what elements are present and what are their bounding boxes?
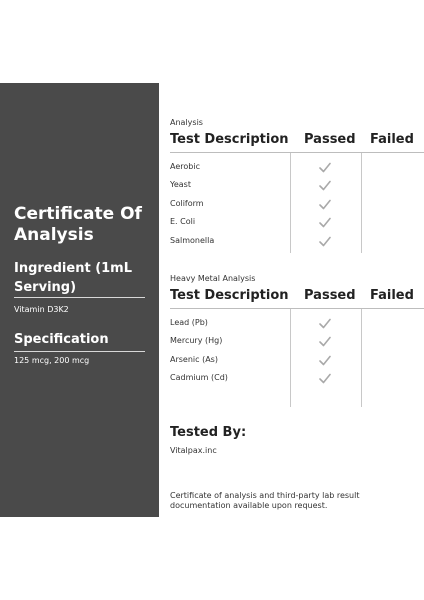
checkmark-icon [319, 336, 331, 347]
column-divider [290, 309, 291, 407]
tested-by-value: Vitalpax.inc [170, 446, 217, 455]
table-header-rule [170, 308, 424, 309]
table-row: Salmonella [170, 236, 215, 245]
ingredient-value: Vitamin D3K2 [14, 305, 69, 314]
table-row: Coliform [170, 199, 204, 208]
column-divider [361, 153, 362, 253]
column-header-passed: Passed [304, 132, 356, 147]
checkmark-icon [319, 199, 331, 210]
checkmark-icon [319, 318, 331, 329]
table-row: Lead (Pb) [170, 318, 208, 327]
specification-value: 125 mcg, 200 mcg [14, 356, 90, 365]
column-header-failed: Failed [370, 288, 414, 303]
table-header-rule [170, 152, 424, 153]
checkmark-icon [319, 217, 331, 228]
table-row: Cadmium (Cd) [170, 373, 228, 382]
column-header-passed: Passed [304, 288, 356, 303]
footnote: Certificate of analysis and third-party lab result documentation available upon request. [170, 491, 360, 510]
ingredient-label: Ingredient (1mL Serving) [14, 261, 133, 295]
divider [14, 297, 145, 298]
table-row: E. Coli [170, 217, 196, 226]
divider [14, 351, 145, 352]
tested-by-label: Tested By: [170, 425, 247, 440]
specification-label: Specification [14, 332, 109, 347]
checkmark-icon [319, 162, 331, 173]
column-divider [290, 153, 291, 253]
table-row: Arsenic (As) [170, 355, 218, 364]
table-row: Aerobic [170, 162, 200, 171]
checkmark-icon [319, 236, 331, 247]
checkmark-icon [319, 373, 331, 384]
table-row: Yeast [170, 180, 191, 189]
analysis-section-label: Analysis [170, 118, 203, 127]
table-row: Mercury (Hg) [170, 336, 223, 345]
certificate-title: Certificate Of Analysis [14, 204, 142, 245]
column-header-description: Test Description [170, 132, 289, 147]
column-divider [361, 309, 362, 407]
heavy-metal-section-label: Heavy Metal Analysis [170, 274, 256, 283]
column-header-failed: Failed [370, 132, 414, 147]
checkmark-icon [319, 355, 331, 366]
checkmark-icon [319, 180, 331, 191]
sidebar-panel [0, 83, 159, 517]
column-header-description: Test Description [170, 288, 289, 303]
